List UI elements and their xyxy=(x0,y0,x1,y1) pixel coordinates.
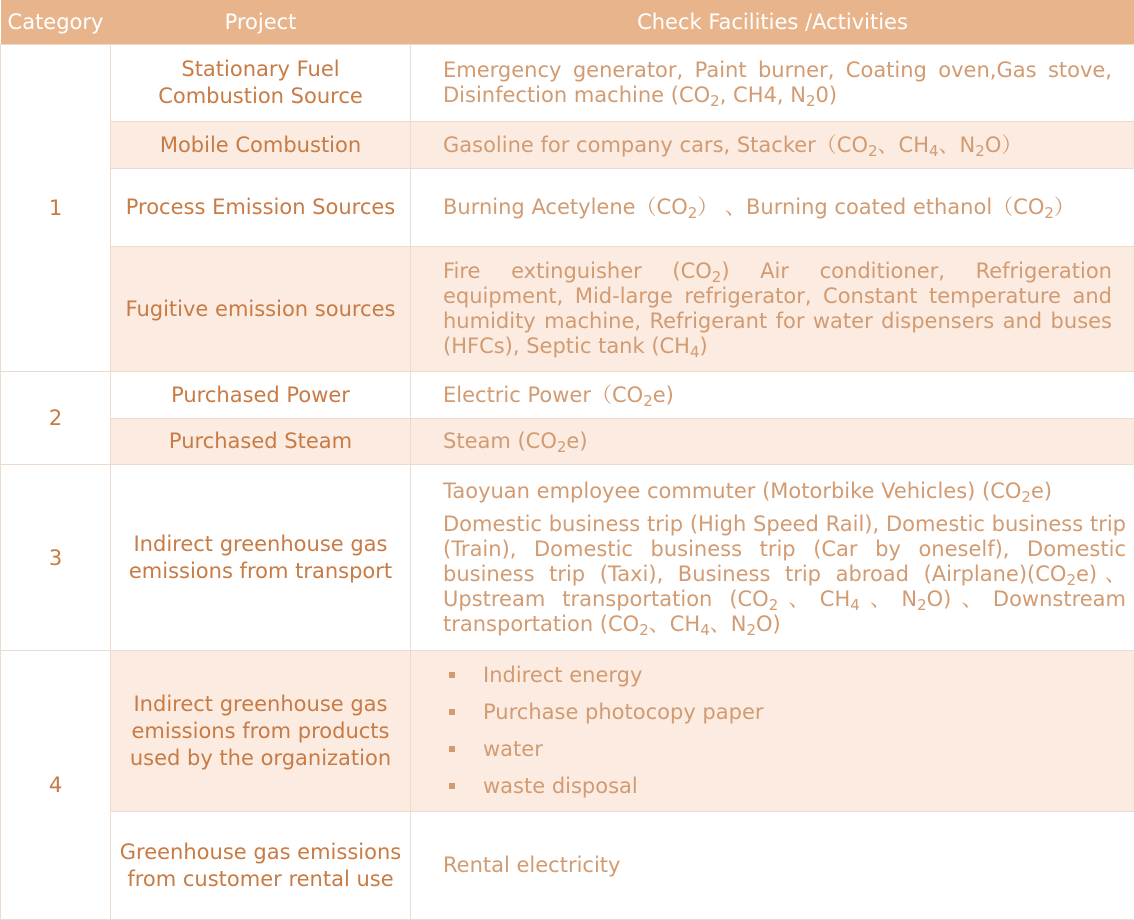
table-row xyxy=(1,812,1134,920)
project-stationary: Stationary Fuel Combustion Source xyxy=(111,45,411,122)
header-row xyxy=(1,0,1134,45)
header-activities: Check Facilities /Activities xyxy=(411,0,1134,45)
table-row xyxy=(1,169,1134,247)
table-row xyxy=(1,122,1134,169)
table-row xyxy=(1,651,1134,812)
transport-business-trips: Domestic business trip (High Speed Rail), Domestic business trip (Train), Domestic business trip (Car by oneself), Domestic business trip (Taxi), Business trip abroad $(Airplane)(CO_2e)$、Upstream transportation ($CO_2$、$CH_4$、$N_2O$)、Downstream transportation ($CO_2$、$CH_4$、$N_2O$) xyxy=(443,511,1126,639)
project-power: Purchased Power xyxy=(111,372,411,419)
table-row xyxy=(1,419,1134,465)
activity-fugitive: Fire extinguisher $(CO_2)$ Air conditioner, Refrigeration equipment, Mid-large refrigerator, Constant temperature and humidity machine, Refrigerant for water dispensers and buses (HFCs), Septic tank $(CH_4)$ xyxy=(411,247,1134,372)
table-row xyxy=(1,247,1134,372)
project-process: Process Emission Sources xyxy=(111,169,411,247)
activity-process: Burning $Acetylene(CO_2)$ 、Burning coated $ethanol(CO_2)$ xyxy=(411,169,1134,247)
activity-rental: Rental electricity xyxy=(411,812,1134,920)
project-mobile: Mobile Combustion xyxy=(111,122,411,169)
products-list xyxy=(443,657,1112,805)
project-transport: Indirect greenhouse gas emissions from transport xyxy=(111,465,411,651)
activity-mobile: Gasoline for company cars, $Stacker(CO_2$、$CH_4$、$N_2O$） xyxy=(411,122,1134,169)
table-row xyxy=(1,372,1134,419)
header-project: Project xyxy=(111,0,411,45)
project-products: Indirect greenhouse gas emissions from products used by the organization xyxy=(111,651,411,812)
category-2: 2 xyxy=(1,372,111,465)
activity-power: Electric $Power(CO_2e)$ xyxy=(411,372,1134,419)
project-fugitive: Fugitive emission sources xyxy=(111,247,411,372)
table-row xyxy=(1,465,1134,651)
list-item: Indirect energy xyxy=(443,657,1112,694)
category-4: 4 xyxy=(1,651,111,920)
project-rental: Greenhouse gas emissions from customer rental use xyxy=(111,812,411,920)
list-item: waste disposal xyxy=(443,768,1112,805)
activity-stationary: Emergency generator, Paint burner, Coating oven,Gas stove, Disinfection machine ($CO_2$, CH4, $N_20$) xyxy=(411,45,1134,122)
category-3: 3 xyxy=(1,465,111,651)
category-1: 1 xyxy=(1,45,111,372)
activity-transport xyxy=(411,465,1134,651)
header-category: Category xyxy=(1,0,111,45)
list-item: water xyxy=(443,731,1112,768)
activity-products xyxy=(411,651,1134,812)
activity-steam: Steam $(CO_2e)$ xyxy=(411,419,1134,465)
transport-commuter: Taoyuan employee commuter (Motorbike Vehicles) $(CO_2e)$ xyxy=(443,478,1053,506)
list-item: Purchase photocopy paper xyxy=(443,694,1112,731)
table-row xyxy=(1,45,1134,122)
project-steam: Purchased Steam xyxy=(111,419,411,465)
